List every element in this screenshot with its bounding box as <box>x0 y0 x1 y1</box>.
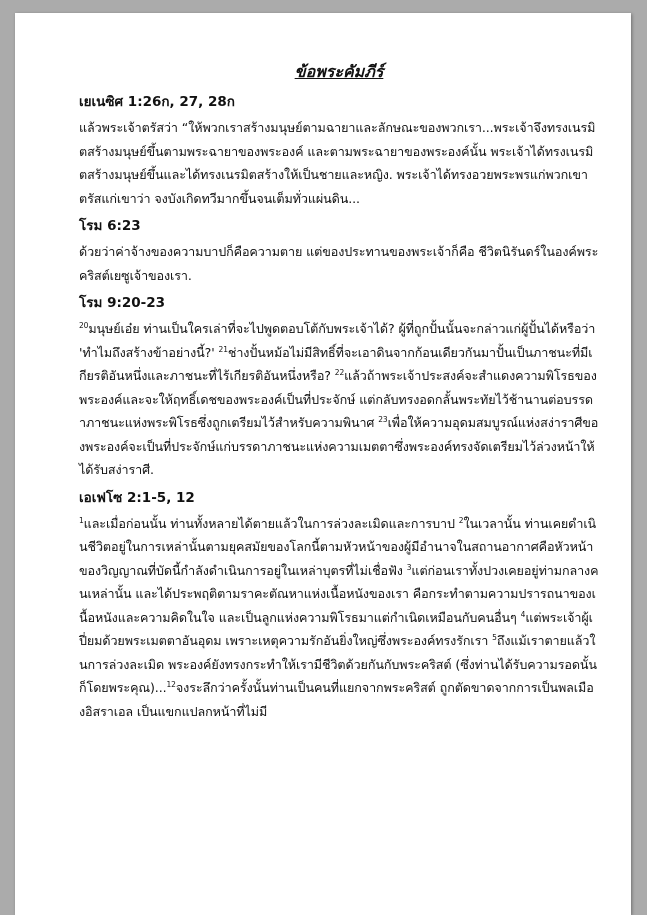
verse-number: 2 <box>458 515 464 525</box>
verse-text: แล้วถ้าพระเจ้าประสงค์จะสำแดงความพิโรธของพระองค์และจะให้ฤทธิ์เดชของพระองค์เป็นที่ประจักษ์ แต่กลับทรงอดกลั้นพระทัยไว้ช้านานต่อบรรดาภาชนะแห่งพระพิโรธซึ่งถูกเตรียมไว้สำหรับความพินาศ <box>79 368 597 430</box>
verse-text: แต่ก่อนเราทั้งปวงเคยอยู่ท่ามกลางคนเหล่านั้น และได้ประพฤติตามราคะตัณหาแห่งเนื้อหนังของเรา คือกระทำตามความปรารถนาของเนื้อหนังและความคิดในใจ และเป็นลูกแห่งความพิโรธมาแต่กำเนิดเหมือนกับคนอื่นๆ <box>79 562 599 625</box>
scripture-passage <box>79 317 599 482</box>
verse-text: มนุษย์เอ๋ย ท่านเป็นใครเล่าที่จะไปพูดตอบโต้กับพระเจ้าได้? ผู้ที่ถูกปั้นนั้นจะกล่าวแก่ผู้ปั้นได้หรือว่า 'ทำไมถึงสร้างข้าอย่างนี้?' <box>79 321 596 360</box>
scripture-reference: โรม 6:23 <box>79 218 141 234</box>
document-page <box>15 13 631 915</box>
scripture-reference: โรม 9:20-23 <box>79 295 166 311</box>
verse-number: 22 <box>334 368 345 377</box>
verse-text: และเมื่อก่อนนั้น ท่านทั้งหลายได้ตายแล้วในการล่วงละเมิดและการบาป <box>83 515 459 531</box>
scripture-passage <box>79 240 599 287</box>
scripture-sections <box>79 92 599 723</box>
scripture-passage <box>79 512 599 724</box>
verse-text: ด้วยว่าค่าจ้างของความบาปก็คือความตาย แต่ของประทานของพระเจ้าก็คือ ชีวิตนิรันดร์ในองค์พระคริสต์เยซูเจ้าของเรา. <box>79 244 599 283</box>
verse-number: 23 <box>378 415 388 424</box>
verse-text: แล้วพระเจ้าตรัสว่า “ให้พวกเราสร้างมนุษย์ตามฉายาและลักษณะของพวกเรา...พระเจ้าจึงทรงเนรมิตสร้างมนุษย์ขึ้นตามพระฉายาของพระองค์ และตามพระฉายาของพระองค์นั้น พระเจ้าได้ทรงเนรมิตสร้างมนุษย์ขึ้นและได้ทรงเนรมิตสร้างให้เป็นชายและหญิง. พระเจ้าได้ทรงอวยพระพรแก่พวกเขา ตรัสแก่เขาว่า จงบังเกิดทวีมากขึ้นจนเต็มทั่วแผ่นดิน... <box>79 120 596 206</box>
verse-text: ถึงแม้เราตายแล้วในการล่วงละเมิด พระองค์ยังทรงกระทำให้เรามีชีวิตด้วยกันกับพระคริสต์ (ซึ่งท่านได้รับความรอดนั้นก็โดยพระคุณ)... <box>79 633 597 695</box>
document-title: ข้อพระคัมภีร์ <box>294 62 384 81</box>
verse-number: 1 <box>79 515 84 525</box>
scripture-reference: เยเนซิศ 1:26ก, 27, 28ก <box>79 94 235 110</box>
verse-number: 4 <box>520 609 526 619</box>
verse-text: ช่างปั้นหม้อไม่มีสิทธิ์ที่จะเอาดินจากก้อนเดียวกันมาปั้นเป็นภาชนะที่มีเกียรติอันหนึ่งและภาชนะที่ไร้เกียรติอันหนึ่งหรือ? <box>79 344 593 383</box>
document-content <box>79 61 599 729</box>
verse-text: แต่พระเจ้าผู้เปี่ยมด้วยพระเมตตาอันอุดม เพราะเหตุความรักอันยิ่งใหญ่ซึ่งพระองค์ทรงรักเรา <box>79 609 593 648</box>
verse-text: จงระลึกว่าครั้งนั้นท่านเป็นคนที่แยกจากพระคริสต์ ถูกตัดขาดจากการเป็นพลเมืองอิสราเอล เป็นแขกแปลกหน้าที่ไม่มี <box>79 680 594 719</box>
scripture-reference: เอเฟโซ 2:1-5, 12 <box>79 489 195 506</box>
verse-text: ในเวลานั้น ท่านเคยดำเนินชีวิตอยู่ในการเหล่านั้นตามยุคสมัยของโลกนี้ตามหัวหน้าของผู้มีอำนาจในสถานอากาศคือหัวหน้าของวิญญาณที่บัดนี้กำลังดำเนินการอยู่ในเหล่าบุตรที่ไม่เชื่อฟัง <box>79 515 597 578</box>
verse-number: 5 <box>492 633 497 642</box>
verse-number: 21 <box>218 344 228 354</box>
scripture-passage <box>79 116 599 210</box>
verse-number: 12 <box>166 680 176 689</box>
verse-number: 20 <box>79 321 89 330</box>
verse-number: 3 <box>406 562 412 572</box>
verse-text: เพื่อให้ความอุดมสมบูรณ์แห่งสง่าราศีของพระองค์จะเป็นที่ประจักษ์แก่บรรดาภาชนะแห่งความเมตตาซึ่งพระองค์ทรงจัดเตรียมไว้ล่วงหน้าให้ได้รับสง่าราศี. <box>79 415 599 477</box>
